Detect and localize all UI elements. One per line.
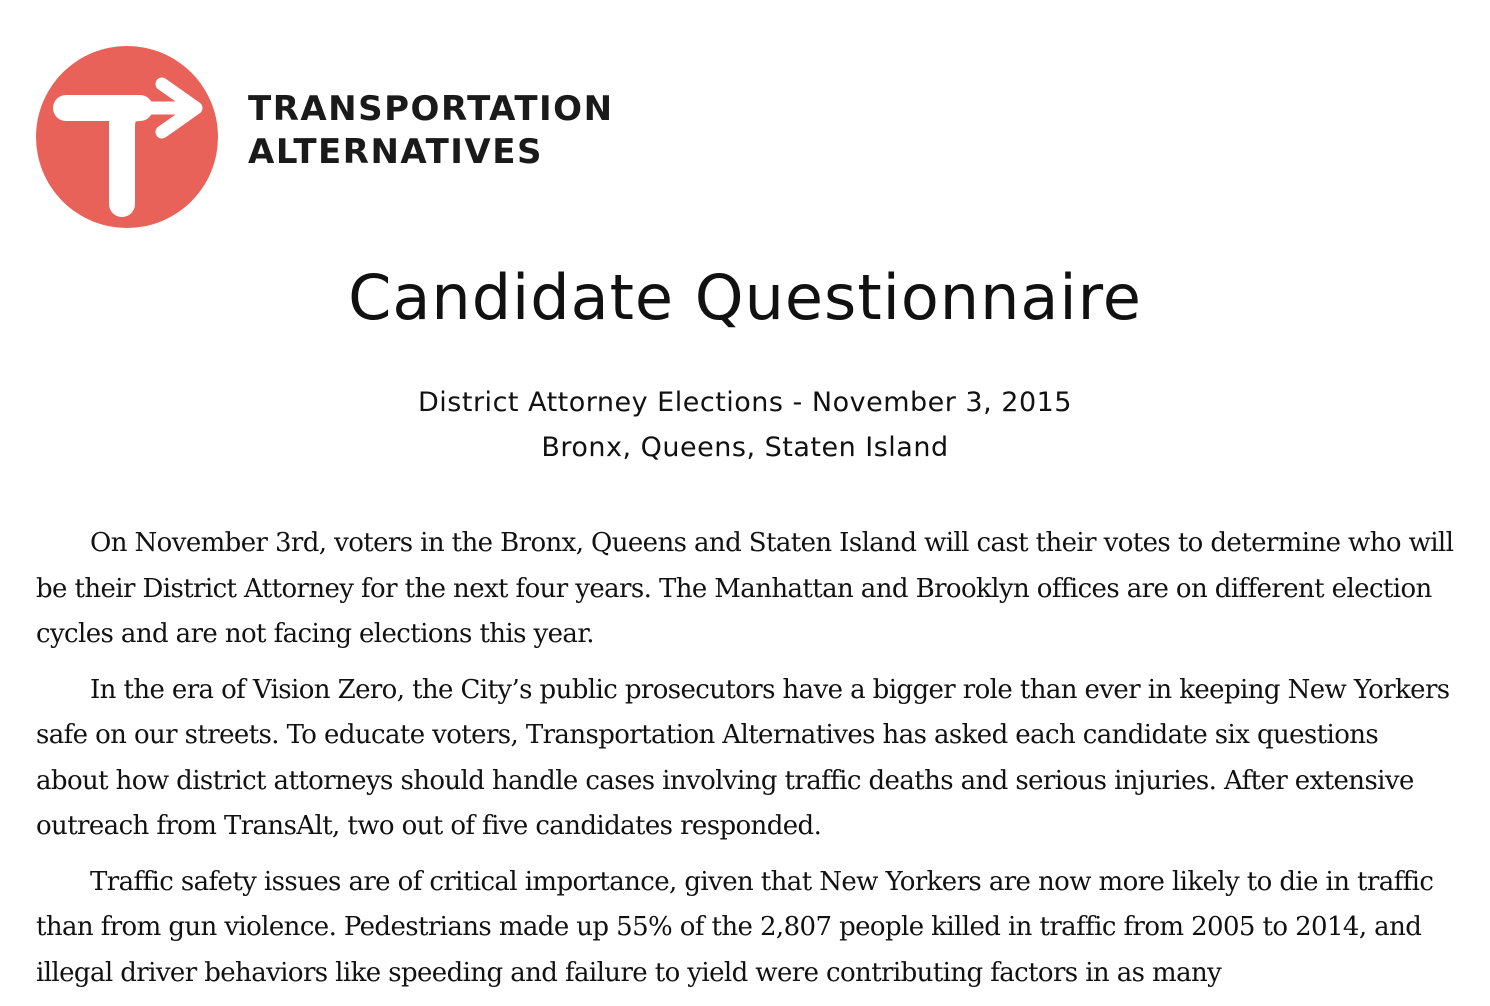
brand-name-line-2: ALTERNATIVES bbox=[248, 132, 543, 172]
document-subtitle bbox=[0, 380, 1490, 470]
brand-name-line-1: TRANSPORTATION bbox=[248, 89, 614, 129]
boroughs-line: Bronx, Queens, Staten Island bbox=[541, 432, 949, 463]
body-paragraph: In the era of Vision Zero, the City’s public prosecutors have a bigger role than ever in keeping New Yorkers safe on our streets. To educate voters, Transportation Alternatives has asked each candidate six questions about how district attorneys should handle cases involving traffic deaths and serious injuries. After extensive outreach from TransAlt, two out of five candidates responded. bbox=[36, 674, 1450, 841]
election-date-line: District Attorney Elections - November 3, 2015 bbox=[418, 387, 1072, 418]
document-body bbox=[36, 521, 1456, 1006]
document-header bbox=[36, 44, 656, 230]
body-paragraph: On November 3rd, voters in the Bronx, Queens and Staten Island will cast their votes to determine who will be their District Attorney for the next four years. The Manhattan and Brooklyn offices are on different election cycles and are not facing elections this year. bbox=[36, 528, 1454, 649]
transportation-alternatives-logo bbox=[36, 44, 218, 230]
brand-name bbox=[248, 88, 614, 174]
document-title: Candidate Questionnaire bbox=[348, 261, 1142, 334]
body-paragraph: Traffic safety issues are of critical importance, given that New Yorkers are now more likely to die in traffic than from gun violence. Pedestrians made up 55% of the 2,807 people killed in traffic from 2005 to 2014, and illegal driver behaviors like speeding and failure to yield were contributing factors in as many bbox=[36, 866, 1434, 988]
